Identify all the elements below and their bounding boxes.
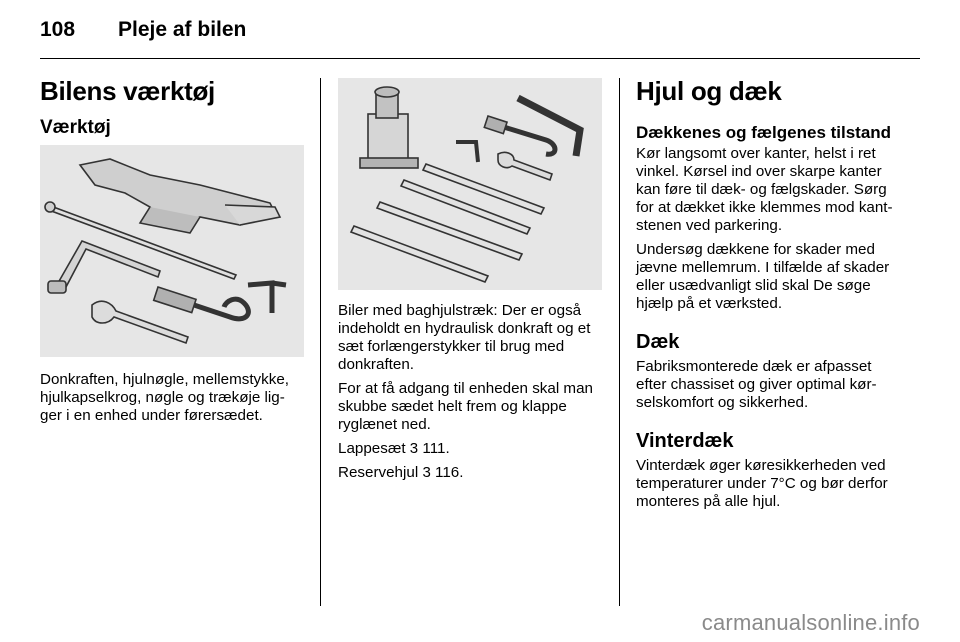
- spare-wheel-label: Reservehjul: [338, 464, 419, 481]
- column-divider-1: [320, 78, 321, 606]
- chapter-title: Pleje af bilen: [118, 18, 247, 41]
- hydraulic-jack-illustration: [338, 78, 602, 290]
- access-info-paragraph: For at få adgang til enheden skal man skubbe sædet helt frem og klappe ryglænet ned.: [338, 380, 593, 433]
- tool-kit-caption: Donkraften, hjulnøgle, mellemstykke, hjulkapselkrog, nøgle og trækøje lig- ger i en enhed under førersædet.: [40, 371, 290, 424]
- page-reference-icon: 3: [422, 464, 431, 481]
- page-header: [40, 18, 920, 48]
- spare-wheel-page: 116.: [435, 464, 464, 481]
- spare-wheel-reference[interactable]: [338, 464, 602, 482]
- repair-kit-reference[interactable]: [338, 440, 602, 458]
- condition-paragraph-1: Kør langsomt over kanter, helst i ret vinkel. Kørsel ind over skarpe kanter kan føre til dæk- og fælgskader. Sørg for at dækket ikke klemmes mod kant- stenen ved parkering.: [636, 145, 893, 234]
- tool-kit-illustration: [40, 145, 304, 357]
- hydraulic-jack-image: [338, 78, 602, 290]
- tool-kit-image: [40, 145, 304, 357]
- watermark: carmanualsonline.info: [701, 610, 920, 635]
- page-reference-icon: 3: [409, 440, 419, 457]
- subsection-title-winter-tyres: Vinterdæk: [636, 430, 734, 452]
- winter-tyres-paragraph: Vinterdæk øger køresikkerheden ved temperaturer under 7°C og bør derfor monteres på alle hjul.: [636, 457, 888, 510]
- rwd-info-paragraph: Biler med baghjulstræk: Der er også indeholdt en hydraulisk donkraft og et sæt forlængerstykker til brug med donkraften.: [338, 302, 591, 373]
- tyres-paragraph: Fabriksmonterede dæk er afpasset efter chassiset og giver optimal kør- selskomfort og sikkerhed.: [636, 358, 877, 411]
- repair-kit-page: 111.: [422, 440, 450, 457]
- subsection-title-condition: Dækkenes og fælgenes tilstand: [636, 123, 892, 142]
- header-rule: [40, 58, 920, 59]
- section-title-tools: Bilens værktøj: [40, 76, 215, 106]
- condition-paragraph-2: Undersøg dækkene for skader med jævne mellemrum. I tilfælde af skader eller usædvanligt slid skal De søge hjælp på et værksted.: [636, 241, 890, 312]
- section-title-wheels: Hjul og dæk: [636, 76, 782, 106]
- repair-kit-label: Lappesæt: [338, 440, 406, 457]
- column-1: [40, 70, 304, 431]
- page-number: 108: [40, 18, 76, 41]
- column-2: [338, 70, 602, 488]
- subsection-title-tyres: Dæk: [636, 331, 680, 353]
- subsection-title-tools: Værktøj: [40, 117, 111, 138]
- column-divider-2: [619, 78, 620, 606]
- column-3: [636, 70, 904, 517]
